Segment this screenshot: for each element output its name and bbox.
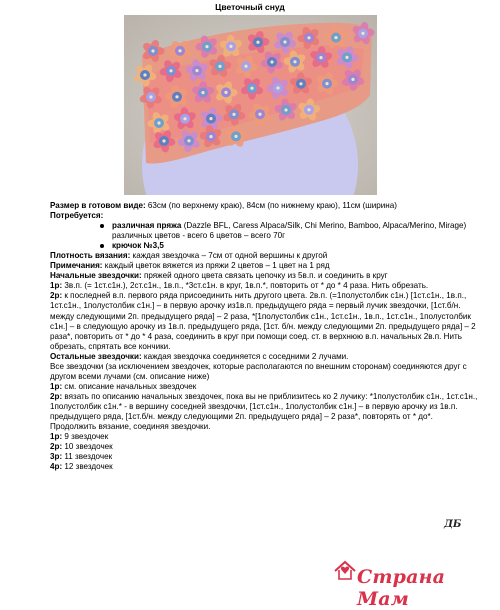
requirements-heading [50, 211, 480, 221]
rest-label: Остальные звездочки: [50, 351, 142, 361]
rest-row2-text: вязать по описанию начальных звездочек, пока вы не приблизитесь ко 2 лучику: *1полустолбик с1н., 1ст.с1н., 1полустолбик с1н.* - в вершину соседней звездочки, [1ст.с1н., 1полустолбик с1н.] – в первую арочку из 1в.п. предыдущего ряда, [1ст.б/н. между следующими 2п. предыдущего ряда] – 2 раза*, повторять от * до*. [50, 391, 478, 421]
continue-line: Продолжить вязание, соединяя звездочки. [50, 422, 211, 432]
count-text: 11 звездочек [64, 452, 113, 462]
house-logo-icon [332, 558, 358, 582]
requirement-yarn [98, 221, 480, 241]
rest-row2-line [50, 392, 480, 422]
row1-line [50, 281, 480, 291]
start-label: Начальные звездочки: [50, 271, 142, 281]
start-line [50, 271, 480, 281]
notes-line [50, 261, 480, 271]
count-label: 2р: [50, 442, 63, 452]
page-title: Цветочный снуд [215, 2, 285, 12]
rest-text: каждая звездочка соединяется с соседними 2 лучами. [143, 351, 349, 361]
row1-text: 3в.п. (= 1ст.с1н.), 2ст.с1н., 1в.п., *3ст.с1н. в круг, 1в.п.*, повторить от * до * 4 раза. Нить обрезать. [64, 281, 429, 291]
requirements-list [50, 221, 480, 251]
crocheted-flower-snood-photo [124, 15, 377, 195]
density-label: Плотность вязания: [50, 251, 131, 261]
rest-line [50, 352, 480, 362]
size-line [50, 201, 480, 211]
rest-row2-label: 2р: [50, 391, 63, 401]
pattern-text [50, 201, 480, 472]
size-label: Размер в готовом виде: [50, 201, 146, 210]
count-text: 10 звездочек [64, 442, 113, 452]
row2-label: 2р: [50, 291, 63, 301]
count-label: 4р: [50, 462, 63, 472]
requirements-label: Потребуется: [50, 211, 104, 221]
row2-line [50, 291, 480, 351]
count-text: 12 звездочек [64, 462, 113, 472]
yarn-text: (Dazzle BFL, Caress Alpaca/Silk, Chi Merino, Bamboo, Alpaca/Merino, Mirage) различных цветов - всего 6 цветов – всего 70г [112, 221, 467, 241]
count-line [50, 442, 480, 452]
yarn-label: различная пряжа [112, 221, 182, 231]
requirement-hook [98, 241, 480, 251]
count-line [50, 452, 480, 462]
row2-text: к последней в.п. первого ряда присоединить нить другого цвета. 2в.п. (=1полустолбик с1н.) [1ст.с1н., 1в.п., 1ст.с1н., 1полустолбик с1н.] – в первую арочку из1в.п. предыдущего ряда = первый лучик звездочки, [1ст.б/н. между следующими 2п. предыдущего ряда] – 2 раза, *[1полустолбик с1н., 1ст.с1н., 1в.п., 1ст.с1н., 1полустолбик с1н.] – в следующую арочку из 1в.п. предыдущего ряда, [1ст. б/н. между следующими 2п. предыдущего ряда] – 2 раза*, повторить от * до * 4 раза, соединить в круг при помощи соед. ст. в верхнюю в.п. начальных 2в.п. Нить обрезать, спрятать все кончики. [50, 291, 476, 351]
notes-label: Примечания: [50, 261, 103, 271]
rest-row1-text: см. описание начальных звездочек [64, 381, 197, 391]
size-value: 63см (по верхнему краю), 84см (по нижнему краю), 11см (ширина) [147, 201, 397, 210]
site-watermark [357, 566, 500, 610]
rest-row1-line [50, 382, 480, 392]
density-line [50, 251, 480, 261]
hook-text: крючок №3,5 [112, 241, 164, 251]
count-label: 1р: [50, 432, 63, 442]
rest-text2: Все звездочки (за исключением звездочек, которые располагаются по внешним сторонам) соединяются друг с другом всеми лучами (см. описание ниже) [50, 361, 467, 381]
count-line [50, 432, 480, 442]
count-label: 3р: [50, 452, 63, 462]
author-signature: ДБ [444, 519, 462, 530]
count-line [50, 462, 480, 472]
row1-label: 1р: [50, 281, 63, 291]
start-text: пряжей одного цвета связать цепочку из 5в.п. и соединить в круг [143, 271, 388, 281]
watermark-text: Страна Мам [357, 566, 446, 610]
notes-text: каждый цветок вяжется из пряжи 2 цветов – 1 цвет на 1 ряд [104, 261, 330, 271]
count-text: 9 звездочек [64, 432, 109, 442]
rest-row1-label: 1р: [50, 381, 63, 391]
density-text: каждая звездочка – 7см от одной вершины к другой [132, 251, 328, 261]
